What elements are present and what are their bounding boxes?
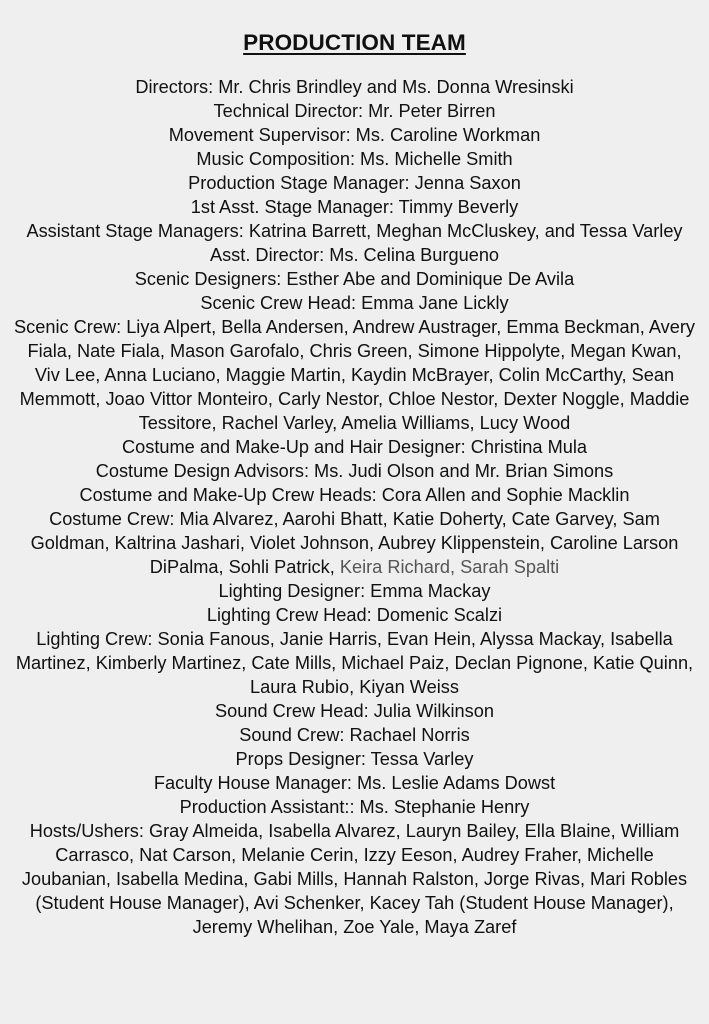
- credit-props-designer: Props Designer: Tessa Varley: [235, 749, 474, 769]
- credit-costume-makeup-hair-designer: Costume and Make-Up and Hair Designer: Christina Mula: [122, 437, 587, 457]
- credit-production-stage-manager: Production Stage Manager: Jenna Saxon: [188, 173, 521, 193]
- credit-sound-crew-head: Sound Crew Head: Julia Wilkinson: [214, 701, 494, 721]
- credits-list: [14, 75, 695, 939]
- credit-costume-crew: [14, 507, 695, 579]
- credit-lighting-crew-head: Lighting Crew Head: Domenic Scalzi: [206, 605, 503, 625]
- credit-asst-director: Asst. Director: Ms. Celina Burgueno: [209, 245, 500, 265]
- credit-first-asst-stage-manager: 1st Asst. Stage Manager: Timmy Beverly: [190, 197, 519, 217]
- credit-costume-crew-muted-text: Keira Richard, Sarah Spalti: [339, 557, 560, 577]
- credit-lighting-crew: Lighting Crew: Sonia Fanous, Janie Harris, Evan Hein, Alyssa Mackay, Isabella Martinez, Kimberly Martinez, Cate Mills, Michael Paiz, Declan Pignone, Katie Quinn, Laura Rubio, Kiyan Weiss: [15, 629, 694, 697]
- credit-movement-supervisor: Movement Supervisor: Ms. Caroline Workman: [168, 125, 541, 145]
- credit-music-composition: Music Composition: Ms. Michelle Smith: [196, 149, 513, 169]
- credit-costume-makeup-crew-heads: Costume and Make-Up Crew Heads: Cora Allen and Sophie Macklin: [79, 485, 630, 505]
- credit-directors: Directors: Mr. Chris Brindley and Ms. Donna Wresinski: [135, 77, 574, 97]
- credit-scenic-designers: Scenic Designers: Esther Abe and Dominique De Avila: [134, 269, 575, 289]
- credit-production-assistant: Production Assistant:: Ms. Stephanie Henry: [179, 797, 530, 817]
- page-title: PRODUCTION TEAM: [243, 30, 466, 55]
- credit-costume-crew-text: Costume Crew: Mia Alvarez, Aarohi Bhatt, Katie Doherty, Cate Garvey, Sam Goldman, Kaltrina Jashari, Violet Johnson, Aubrey Klippenstein, Caroline Larson DiPalma, Sohli Patrick,: [30, 509, 679, 577]
- credit-hosts-ushers: Hosts/Ushers: Gray Almeida, Isabella Alvarez, Lauryn Bailey, Ella Blaine, William Carrasco, Nat Carson, Melanie Cerin, Izzy Eeson, Audrey Fraher, Michelle Joubanian, Isabella Medina, Gabi Mills, Hannah Ralston, Jorge Rivas, Mari Robles (Student House Manager), Avi Schenker, Kacey Tah (Student House Manager), Jeremy Whelihan, Zoe Yale, Maya Zaref: [21, 821, 688, 937]
- credit-technical-director: Technical Director: Mr. Peter Birren: [213, 101, 496, 121]
- credit-scenic-crew-head: Scenic Crew Head: Emma Jane Lickly: [200, 293, 509, 313]
- credit-faculty-house-manager: Faculty House Manager: Ms. Leslie Adams Dowst: [153, 773, 556, 793]
- credit-sound-crew: Sound Crew: Rachael Norris: [239, 725, 470, 745]
- credit-lighting-designer: Lighting Designer: Emma Mackay: [218, 581, 491, 601]
- credit-scenic-crew: Scenic Crew: Liya Alpert, Bella Andersen, Andrew Austrager, Emma Beckman, Avery Fiala, Nate Fiala, Mason Garofalo, Chris Green, Simone Hippolyte, Megan Kwan, Viv Lee, Anna Luciano, Maggie Martin, Kaydin McBrayer, Colin McCarthy, Sean Memmott, Joao Vittor Monteiro, Carly Nestor, Chloe Nestor, Dexter Noggle, Maddie Tessitore, Rachel Varley, Amelia Williams, Lucy Wood: [14, 317, 696, 433]
- credit-assistant-stage-managers: Assistant Stage Managers: Katrina Barrett, Meghan McCluskey, and Tessa Varley: [26, 221, 683, 241]
- credit-costume-design-advisors: Costume Design Advisors: Ms. Judi Olson and Mr. Brian Simons: [95, 461, 614, 481]
